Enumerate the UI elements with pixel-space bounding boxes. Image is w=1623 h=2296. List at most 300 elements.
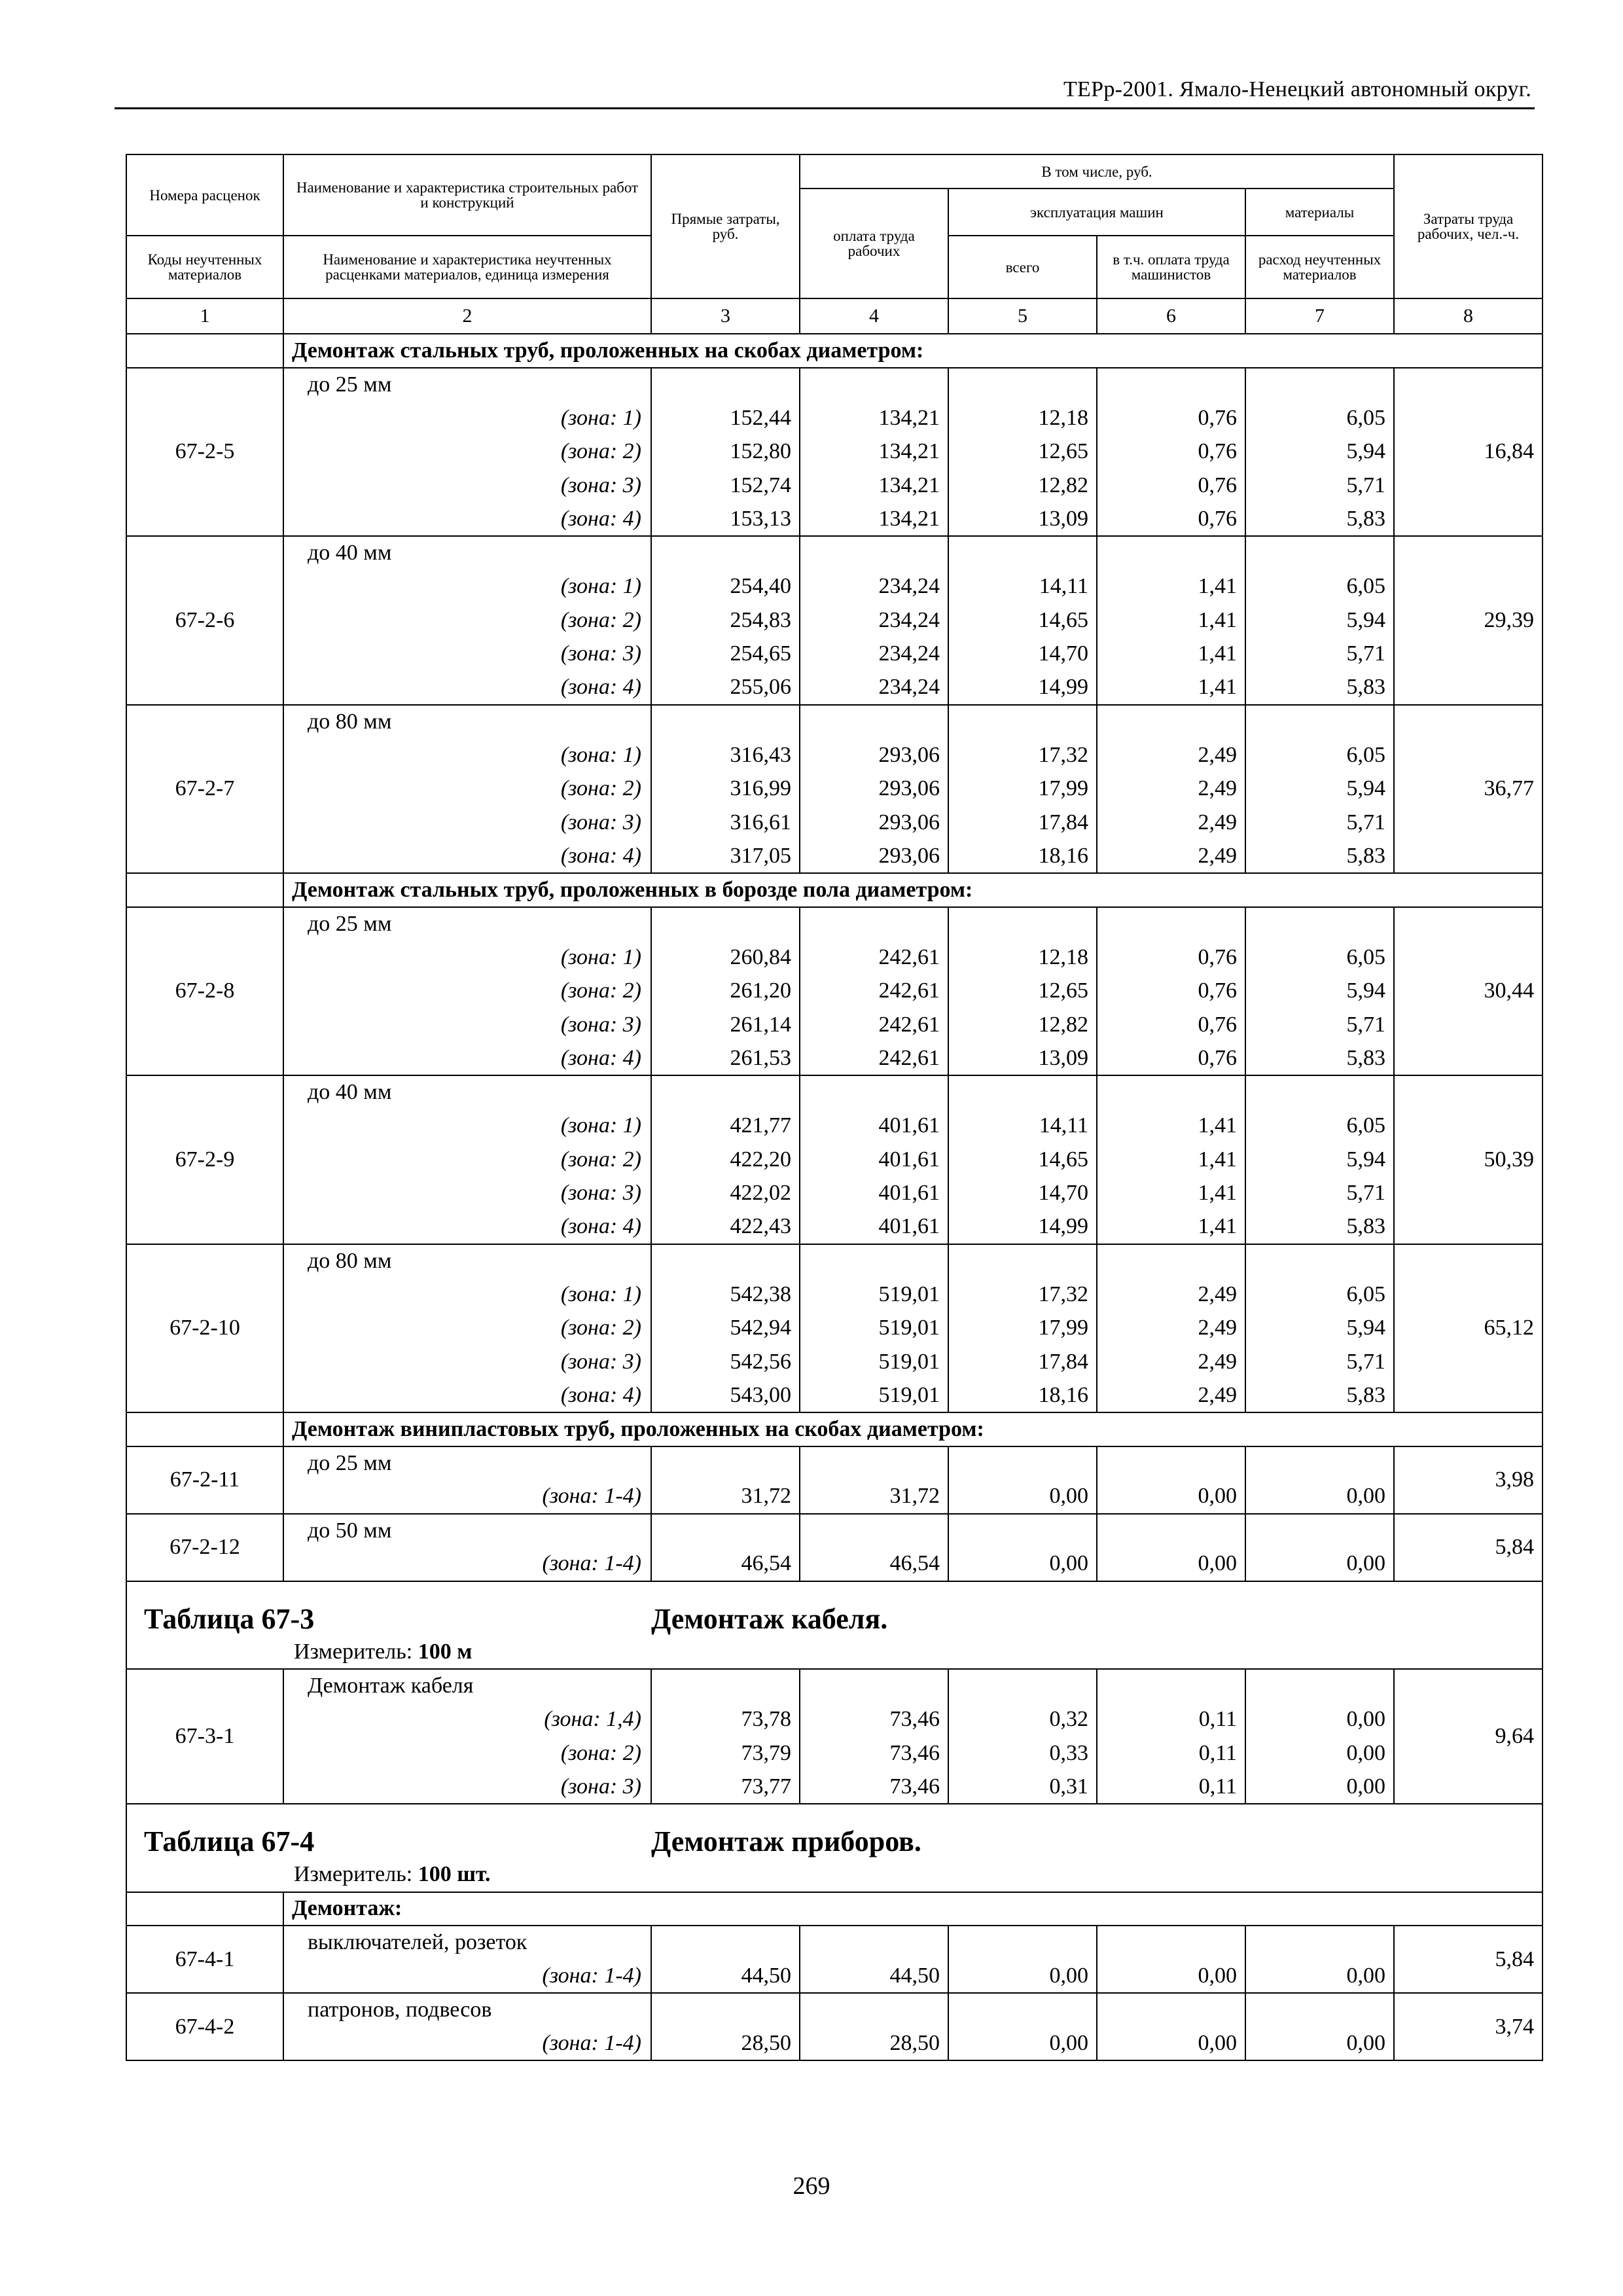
cell-empty xyxy=(1097,368,1245,402)
cost-value: 6,05 xyxy=(1245,1109,1394,1143)
zone-label: (зона: 3) xyxy=(283,637,651,672)
zone-row xyxy=(126,738,1543,772)
cost-value: 17,32 xyxy=(948,1278,1097,1312)
cost-value: 234,24 xyxy=(800,671,948,705)
cost-value: 5,83 xyxy=(1245,503,1394,537)
cost-value: 1,41 xyxy=(1097,637,1245,672)
zone-row xyxy=(126,1143,1543,1177)
cost-value: 519,01 xyxy=(800,1278,948,1312)
cost-value: 0,00 xyxy=(1245,1736,1394,1770)
labor-costs: 30,44 xyxy=(1394,907,1543,1076)
cost-value: 2,49 xyxy=(1097,1345,1245,1379)
column-number: 7 xyxy=(1245,298,1394,334)
cost-value: 0,00 xyxy=(1245,1480,1394,1514)
cost-value: 293,06 xyxy=(800,738,948,772)
cost-value: 152,74 xyxy=(651,469,800,503)
cost-value: 0,76 xyxy=(1097,401,1245,435)
cell-empty xyxy=(948,1244,1097,1278)
rate-name: до 40 мм xyxy=(283,1075,651,1109)
cost-value: 2,49 xyxy=(1097,1312,1245,1346)
cell-empty xyxy=(948,536,1097,570)
cost-value: 0,00 xyxy=(948,2027,1097,2061)
cost-value: 152,80 xyxy=(651,435,800,469)
column-number: 6 xyxy=(1097,298,1245,334)
cell-empty xyxy=(948,1075,1097,1109)
zone-label: (зона: 4) xyxy=(283,1042,651,1076)
zone-row xyxy=(126,975,1543,1009)
labor-costs: 5,84 xyxy=(1394,1926,1543,1993)
zone-label: (зона: 1-4) xyxy=(283,2027,651,2061)
zone-label: (зона: 2) xyxy=(283,772,651,806)
zone-label: (зона: 3) xyxy=(283,1345,651,1379)
cell-empty xyxy=(1097,1926,1245,1960)
cost-value: 0,00 xyxy=(1097,1480,1245,1514)
cell-empty xyxy=(1097,1075,1245,1109)
zone-row xyxy=(126,1770,1543,1804)
cell-empty xyxy=(651,907,800,941)
zone-row xyxy=(126,1480,1543,1514)
cost-value: 6,05 xyxy=(1245,941,1394,975)
col-header-including: В том числе, руб. xyxy=(800,154,1394,188)
cost-value: 5,94 xyxy=(1245,1312,1394,1346)
cost-value: 5,71 xyxy=(1245,1008,1394,1042)
rate-code: 67-2-6 xyxy=(126,536,283,705)
cost-value: 260,84 xyxy=(651,941,800,975)
column-number: 4 xyxy=(800,298,948,334)
col-header-materials-usage: расход неучтенных материалов xyxy=(1245,236,1394,298)
zone-label: (зона: 2) xyxy=(283,975,651,1009)
zone-row xyxy=(126,435,1543,469)
cost-value: 14,99 xyxy=(948,671,1097,705)
rate-code: 67-4-1 xyxy=(126,1926,283,1993)
zone-row xyxy=(126,637,1543,672)
zone-label: (зона: 1) xyxy=(283,570,651,604)
cost-value: 0,76 xyxy=(1097,503,1245,537)
zone-label: (зона: 4) xyxy=(283,1379,651,1413)
table-label: Таблица 67-3 xyxy=(126,1581,651,1636)
cost-value: 12,65 xyxy=(948,435,1097,469)
section-title: Демонтаж стальных труб, проложенных на скобах диаметром: xyxy=(283,334,1543,368)
cost-value: 242,61 xyxy=(800,1008,948,1042)
rate-row xyxy=(126,907,1543,941)
cell-empty xyxy=(1245,536,1394,570)
cost-value: 0,11 xyxy=(1097,1703,1245,1737)
zone-row xyxy=(126,1960,1543,1994)
cost-value: 401,61 xyxy=(800,1143,948,1177)
cell-empty xyxy=(1245,1993,1394,2027)
cost-value: 519,01 xyxy=(800,1379,948,1413)
zone-label: (зона: 3) xyxy=(283,1770,651,1804)
cell-empty xyxy=(800,1075,948,1109)
zone-label: (зона: 3) xyxy=(283,1177,651,1211)
rate-name: до 80 мм xyxy=(283,1244,651,1278)
zone-row xyxy=(126,941,1543,975)
cost-value: 134,21 xyxy=(800,503,948,537)
zone-label: (зона: 2) xyxy=(283,603,651,637)
cost-value: 254,65 xyxy=(651,637,800,672)
cell-empty xyxy=(651,1993,800,2027)
cost-value: 1,41 xyxy=(1097,570,1245,604)
cost-value: 12,18 xyxy=(948,941,1097,975)
cost-value: 73,78 xyxy=(651,1703,800,1737)
cell-empty xyxy=(800,536,948,570)
meter-value: 100 м xyxy=(418,1639,473,1664)
zone-label: (зона: 1) xyxy=(283,1109,651,1143)
cell-empty xyxy=(800,705,948,739)
zone-label: (зона: 3) xyxy=(283,806,651,840)
cost-value: 316,61 xyxy=(651,806,800,840)
table-title: Демонтаж кабеля. xyxy=(651,1581,1543,1636)
cost-value: 0,00 xyxy=(1245,1703,1394,1737)
cell-empty xyxy=(948,907,1097,941)
cost-value: 0,00 xyxy=(1245,1770,1394,1804)
cost-value: 254,40 xyxy=(651,570,800,604)
rate-row xyxy=(126,1446,1543,1480)
rate-row xyxy=(126,1075,1543,1109)
rate-code: 67-2-9 xyxy=(126,1075,283,1244)
cost-value: 261,14 xyxy=(651,1008,800,1042)
cost-value: 28,50 xyxy=(651,2027,800,2061)
rate-name: патронов, подвесов xyxy=(283,1993,651,2027)
cost-value: 0,11 xyxy=(1097,1770,1245,1804)
table-title-row xyxy=(126,1804,1543,1858)
section-row xyxy=(126,873,1543,907)
rate-code: 67-2-12 xyxy=(126,1514,283,1581)
cost-value: 242,61 xyxy=(800,975,948,1009)
cost-value: 0,00 xyxy=(1097,1547,1245,1581)
cell-empty xyxy=(1245,1669,1394,1703)
cost-value: 542,56 xyxy=(651,1345,800,1379)
cell-empty xyxy=(1245,1075,1394,1109)
cost-value: 14,65 xyxy=(948,603,1097,637)
zone-row xyxy=(126,671,1543,705)
cost-value: 73,46 xyxy=(800,1703,948,1737)
cost-value: 543,00 xyxy=(651,1379,800,1413)
cell-empty xyxy=(1245,368,1394,402)
cost-value: 401,61 xyxy=(800,1210,948,1244)
zone-row xyxy=(126,401,1543,435)
cost-value: 542,38 xyxy=(651,1278,800,1312)
cost-value: 5,94 xyxy=(1245,772,1394,806)
zone-row xyxy=(126,1042,1543,1076)
col-header-direct-costs: Прямые затраты, руб. xyxy=(651,154,800,298)
zone-label: (зона: 2) xyxy=(283,1736,651,1770)
cost-value: 542,94 xyxy=(651,1312,800,1346)
cost-value: 2,49 xyxy=(1097,1379,1245,1413)
labor-costs: 16,84 xyxy=(1394,368,1543,537)
zone-row xyxy=(126,772,1543,806)
cell-empty xyxy=(651,536,800,570)
cost-value: 5,94 xyxy=(1245,435,1394,469)
col-header-work-name: Наименование и характеристика строительных работ и конструкций xyxy=(283,154,651,236)
cell-empty xyxy=(1097,1514,1245,1548)
cost-value: 44,50 xyxy=(651,1960,800,1994)
cost-value: 134,21 xyxy=(800,469,948,503)
cost-value: 6,05 xyxy=(1245,570,1394,604)
cell-empty xyxy=(948,1514,1097,1548)
cost-value: 31,72 xyxy=(800,1480,948,1514)
cost-value: 0,76 xyxy=(1097,469,1245,503)
cost-value: 5,71 xyxy=(1245,1345,1394,1379)
cell-empty xyxy=(1245,705,1394,739)
column-number: 1 xyxy=(126,298,283,334)
cost-value: 17,84 xyxy=(948,1345,1097,1379)
cost-value: 5,83 xyxy=(1245,1379,1394,1413)
col-header-material-name: Наименование и характеристика неучтенных расценками материалов, единица измерения xyxy=(283,236,651,298)
cell-empty xyxy=(800,1446,948,1480)
cost-value: 2,49 xyxy=(1097,772,1245,806)
cost-value: 6,05 xyxy=(1245,401,1394,435)
cost-value: 73,46 xyxy=(800,1770,948,1804)
col-header-materials: материалы xyxy=(1245,188,1394,236)
rate-code: 67-4-2 xyxy=(126,1993,283,2060)
rate-row xyxy=(126,1514,1543,1548)
zone-label: (зона: 1-4) xyxy=(283,1480,651,1514)
zone-row xyxy=(126,840,1543,874)
cost-value: 1,41 xyxy=(1097,1109,1245,1143)
table-meter-row xyxy=(126,1858,1543,1892)
cost-value: 0,00 xyxy=(1245,1960,1394,1994)
cost-value: 242,61 xyxy=(800,941,948,975)
zone-row xyxy=(126,806,1543,840)
column-number-row xyxy=(126,298,1543,334)
zone-row xyxy=(126,1345,1543,1379)
zone-label: (зона: 4) xyxy=(283,503,651,537)
zone-label: (зона: 1) xyxy=(283,401,651,435)
cost-value: 0,11 xyxy=(1097,1736,1245,1770)
cell-empty xyxy=(948,1446,1097,1480)
cost-value: 12,82 xyxy=(948,469,1097,503)
rate-code: 67-2-8 xyxy=(126,907,283,1076)
cost-value: 14,65 xyxy=(948,1143,1097,1177)
rate-name: до 50 мм xyxy=(283,1514,651,1548)
zone-label: (зона: 4) xyxy=(283,840,651,874)
cost-value: 17,84 xyxy=(948,806,1097,840)
table-header xyxy=(126,154,1543,334)
cost-value: 0,76 xyxy=(1097,941,1245,975)
cost-value: 2,49 xyxy=(1097,1278,1245,1312)
labor-costs: 9,64 xyxy=(1394,1669,1543,1804)
cost-value: 46,54 xyxy=(800,1547,948,1581)
col-header-operators-pay: в т.ч. оплата труда машинистов xyxy=(1097,236,1245,298)
cost-value: 1,41 xyxy=(1097,1143,1245,1177)
cost-value: 17,99 xyxy=(948,772,1097,806)
cost-value: 255,06 xyxy=(651,671,800,705)
cost-value: 401,61 xyxy=(800,1177,948,1211)
cost-value: 46,54 xyxy=(651,1547,800,1581)
cell-empty xyxy=(651,368,800,402)
rate-code: 67-2-5 xyxy=(126,368,283,537)
zone-row xyxy=(126,1703,1543,1737)
zone-label: (зона: 2) xyxy=(283,1143,651,1177)
cost-value: 73,77 xyxy=(651,1770,800,1804)
cost-value: 261,20 xyxy=(651,975,800,1009)
labor-costs: 5,84 xyxy=(1394,1514,1543,1581)
rate-row xyxy=(126,1669,1543,1703)
zone-row xyxy=(126,1278,1543,1312)
zone-label: (зона: 1) xyxy=(283,738,651,772)
zone-label: (зона: 2) xyxy=(283,1312,651,1346)
cost-value: 317,05 xyxy=(651,840,800,874)
zone-label: (зона: 3) xyxy=(283,469,651,503)
cost-value: 242,61 xyxy=(800,1042,948,1076)
cost-value: 31,72 xyxy=(651,1480,800,1514)
cost-value: 0,00 xyxy=(1245,1547,1394,1581)
cell-empty xyxy=(651,1514,800,1548)
cost-value: 234,24 xyxy=(800,603,948,637)
cost-value: 153,13 xyxy=(651,503,800,537)
cost-value: 6,05 xyxy=(1245,738,1394,772)
table-meter-row xyxy=(126,1636,1543,1670)
cost-value: 2,49 xyxy=(1097,840,1245,874)
cell-empty xyxy=(651,705,800,739)
section-row xyxy=(126,334,1543,368)
meter-label: Измеритель: xyxy=(294,1862,413,1887)
zone-label: (зона: 1) xyxy=(283,941,651,975)
cost-value: 519,01 xyxy=(800,1312,948,1346)
col-header-workers-pay: оплата труда рабочих xyxy=(800,188,948,298)
zone-label: (зона: 1-4) xyxy=(283,1960,651,1994)
cost-value: 0,00 xyxy=(948,1960,1097,1994)
table-title: Демонтаж приборов. xyxy=(651,1804,1543,1858)
zone-row xyxy=(126,469,1543,503)
table-body xyxy=(126,334,1543,2060)
rate-code: 67-2-10 xyxy=(126,1244,283,1413)
zone-row xyxy=(126,1177,1543,1211)
cost-value: 152,44 xyxy=(651,401,800,435)
cost-value: 18,16 xyxy=(948,1379,1097,1413)
rate-row xyxy=(126,536,1543,570)
zone-label: (зона: 4) xyxy=(283,1210,651,1244)
zone-row xyxy=(126,1736,1543,1770)
cost-value: 5,71 xyxy=(1245,1177,1394,1211)
zone-row xyxy=(126,1547,1543,1581)
cost-value: 0,33 xyxy=(948,1736,1097,1770)
cell-empty xyxy=(800,1926,948,1960)
column-number: 3 xyxy=(651,298,800,334)
zone-row xyxy=(126,2027,1543,2061)
cost-value: 6,05 xyxy=(1245,1278,1394,1312)
cost-value: 401,61 xyxy=(800,1109,948,1143)
cost-value: 2,49 xyxy=(1097,738,1245,772)
cell-empty xyxy=(651,1926,800,1960)
zone-label: (зона: 3) xyxy=(283,1008,651,1042)
cost-value: 1,41 xyxy=(1097,1177,1245,1211)
table-meter xyxy=(283,1858,1543,1892)
cost-value: 1,41 xyxy=(1097,671,1245,705)
rate-name: до 80 мм xyxy=(283,705,651,739)
labor-costs: 36,77 xyxy=(1394,705,1543,874)
cell-empty xyxy=(651,1244,800,1278)
cost-value: 2,49 xyxy=(1097,806,1245,840)
page-number: 269 xyxy=(793,2172,830,2200)
cost-value: 0,31 xyxy=(948,1770,1097,1804)
cost-value: 0,76 xyxy=(1097,1008,1245,1042)
cost-value: 422,02 xyxy=(651,1177,800,1211)
cell-empty xyxy=(1097,705,1245,739)
cost-value: 5,71 xyxy=(1245,637,1394,672)
zone-row xyxy=(126,1210,1543,1244)
zone-label: (зона: 2) xyxy=(283,435,651,469)
column-number: 8 xyxy=(1394,298,1543,334)
zone-label: (зона: 1-4) xyxy=(283,1547,651,1581)
cost-value: 1,41 xyxy=(1097,1210,1245,1244)
cost-value: 5,71 xyxy=(1245,469,1394,503)
rate-code: 67-2-7 xyxy=(126,705,283,874)
cost-value: 0,00 xyxy=(1097,2027,1245,2061)
cell-empty xyxy=(1097,1244,1245,1278)
zone-row xyxy=(126,503,1543,537)
col-header-material-codes: Коды неучтенных материалов xyxy=(126,236,283,298)
cost-value: 73,79 xyxy=(651,1736,800,1770)
cost-value: 0,76 xyxy=(1097,975,1245,1009)
cost-value: 293,06 xyxy=(800,806,948,840)
rate-row xyxy=(126,1244,1543,1278)
zone-row xyxy=(126,1312,1543,1346)
cost-value: 0,32 xyxy=(948,1703,1097,1737)
zone-row xyxy=(126,1008,1543,1042)
meter-value: 100 шт. xyxy=(418,1862,491,1887)
cell-empty xyxy=(651,1446,800,1480)
running-header: ТЕРр-2001. Ямало-Ненецкий автономный округ. xyxy=(1063,77,1531,101)
cost-value: 234,24 xyxy=(800,637,948,672)
cost-value: 5,83 xyxy=(1245,1210,1394,1244)
cost-value: 13,09 xyxy=(948,1042,1097,1076)
cost-value: 12,18 xyxy=(948,401,1097,435)
col-header-machines: эксплуатация машин xyxy=(948,188,1245,236)
cost-value: 17,32 xyxy=(948,738,1097,772)
cost-value: 14,70 xyxy=(948,637,1097,672)
table-label: Таблица 67-4 xyxy=(126,1804,651,1858)
cost-value: 28,50 xyxy=(800,2027,948,2061)
cost-value: 13,09 xyxy=(948,503,1097,537)
column-number: 5 xyxy=(948,298,1097,334)
cost-value: 18,16 xyxy=(948,840,1097,874)
cost-value: 14,70 xyxy=(948,1177,1097,1211)
cell-empty xyxy=(948,1926,1097,1960)
cost-value: 0,00 xyxy=(1097,1960,1245,1994)
cost-value: 5,83 xyxy=(1245,1042,1394,1076)
cost-value: 5,94 xyxy=(1245,603,1394,637)
zone-label: (зона: 1) xyxy=(283,1278,651,1312)
rate-name: до 40 мм xyxy=(283,536,651,570)
cell-empty xyxy=(1097,907,1245,941)
cell-empty xyxy=(1245,907,1394,941)
section-row xyxy=(126,1412,1543,1446)
cost-value: 316,99 xyxy=(651,772,800,806)
cell-empty xyxy=(1245,1926,1394,1960)
section-title: Демонтаж стальных труб, проложенных в борозде пола диаметром: xyxy=(283,873,1543,907)
col-header-labor-costs: Затраты труда рабочих, чел.-ч. xyxy=(1394,154,1543,298)
cell-empty xyxy=(948,1669,1097,1703)
cost-value: 261,53 xyxy=(651,1042,800,1076)
cost-value: 5,94 xyxy=(1245,975,1394,1009)
labor-costs: 3,74 xyxy=(1394,1993,1543,2060)
col-header-machines-total: всего xyxy=(948,236,1097,298)
labor-costs: 65,12 xyxy=(1394,1244,1543,1413)
zone-row xyxy=(126,1109,1543,1143)
cost-value: 73,46 xyxy=(800,1736,948,1770)
cell-empty xyxy=(800,1244,948,1278)
cell-empty xyxy=(800,368,948,402)
cell-empty xyxy=(1097,1669,1245,1703)
cell-empty xyxy=(800,907,948,941)
section-title: Демонтаж: xyxy=(283,1892,1543,1926)
cost-value: 12,82 xyxy=(948,1008,1097,1042)
rate-name: до 25 мм xyxy=(283,1446,651,1480)
meter-label: Измеритель: xyxy=(294,1639,413,1664)
column-number: 2 xyxy=(283,298,651,334)
